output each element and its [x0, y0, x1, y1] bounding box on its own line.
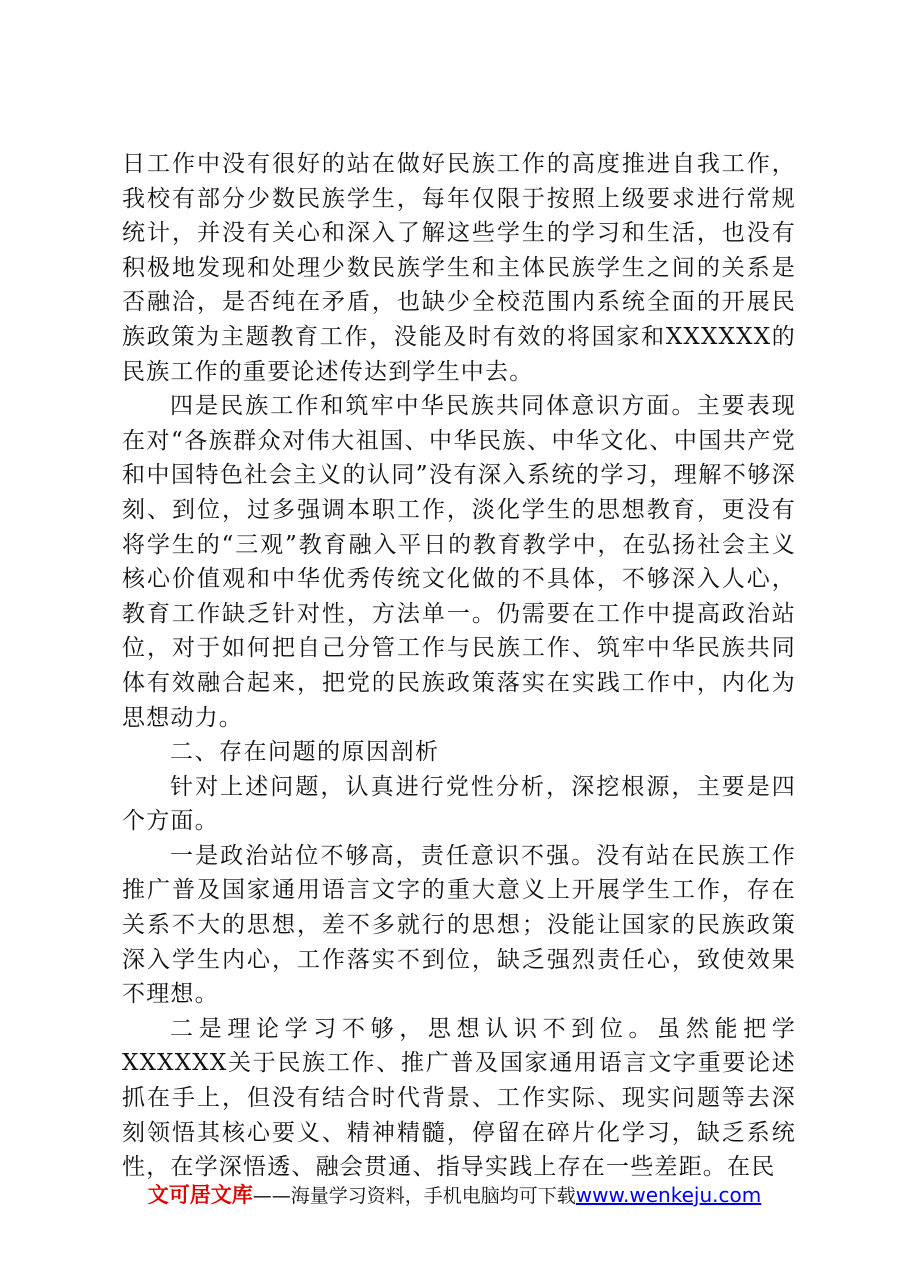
paragraph-continued: 日工作中没有很好的站在做好民族工作的高度推进自我工作，我校有部分少数民族学生，每年仅限于按照上级要求进行常规统计，并没有关心和深入了解这些学生的学习和生活，也没有积极地发现和处理少数民族学生和主体民族学生之间的关系是否融洽，是否纯在矛盾，也缺少全校范围内系统全面的开展民族政策为主题教育工作，没能及时有效的将国家和XXXXXX的民族工作的重要论述传达到学生中去。 [122, 151, 796, 385]
document-body [122, 147, 796, 1185]
footer-link[interactable]: www.wenkeju.com [575, 1183, 762, 1207]
footer-slogan: ——海量学习资料，手机电脑均可下载 [252, 1185, 576, 1207]
footer-brand: 文可居文库 [147, 1183, 253, 1207]
paragraph-point-four: 四是民族工作和筑牢中华民族共同体意识方面。主要表现在对“各族群众对伟大祖国、中华民族、中华文化、中国共产党和中国特色社会主义的认同”没有深入系统的学习，理解不够深刻、到位，过多强调本职工作，淡化学生的思想教育，更没有将学生的“三观”教育融入平日的教育教学中，在弘扬社会主义核心价值观和中华优秀传统文化做的不具体，不够深入人心，教育工作缺乏针对性，方法单一。仍需要在工作中提高政治站位，对于如何把自己分管工作与民族工作、筑牢中华民族共同体有效融合起来，把党的民族政策落实在实践工作中，内化为思想动力。 [122, 393, 796, 731]
paragraph-intro: 针对上述问题，认真进行党性分析，深挖根源，主要是四个方面。 [122, 773, 796, 835]
section-heading: 二、存在问题的原因剖析 [170, 739, 440, 766]
paragraph-point-one: 一是政治站位不够高，责任意识不强。没有站在民族工作推广普及国家通用语言文字的重大意义上开展学生工作，存在关系不大的思想，差不多就行的思想；没能让国家的民族政策深入学生内心，工作落实不到位，缺乏强烈责任心，致使效果不理想。 [122, 842, 796, 1008]
paragraph-point-two: 二是理论学习不够，思想认识不到位。虽然能把学XXXXXX关于民族工作、推广普及国家通用语言文字重要论述抓在手上，但没有结合时代背景、工作实际、现实问题等去深刻领悟其核心要义、精神精髓，停留在碎片化学习，缺乏系统性，在学深悟透、融会贯通、指导实践上存在一些差距。在民 [122, 1015, 796, 1181]
footer-banner [0, 1180, 909, 1211]
